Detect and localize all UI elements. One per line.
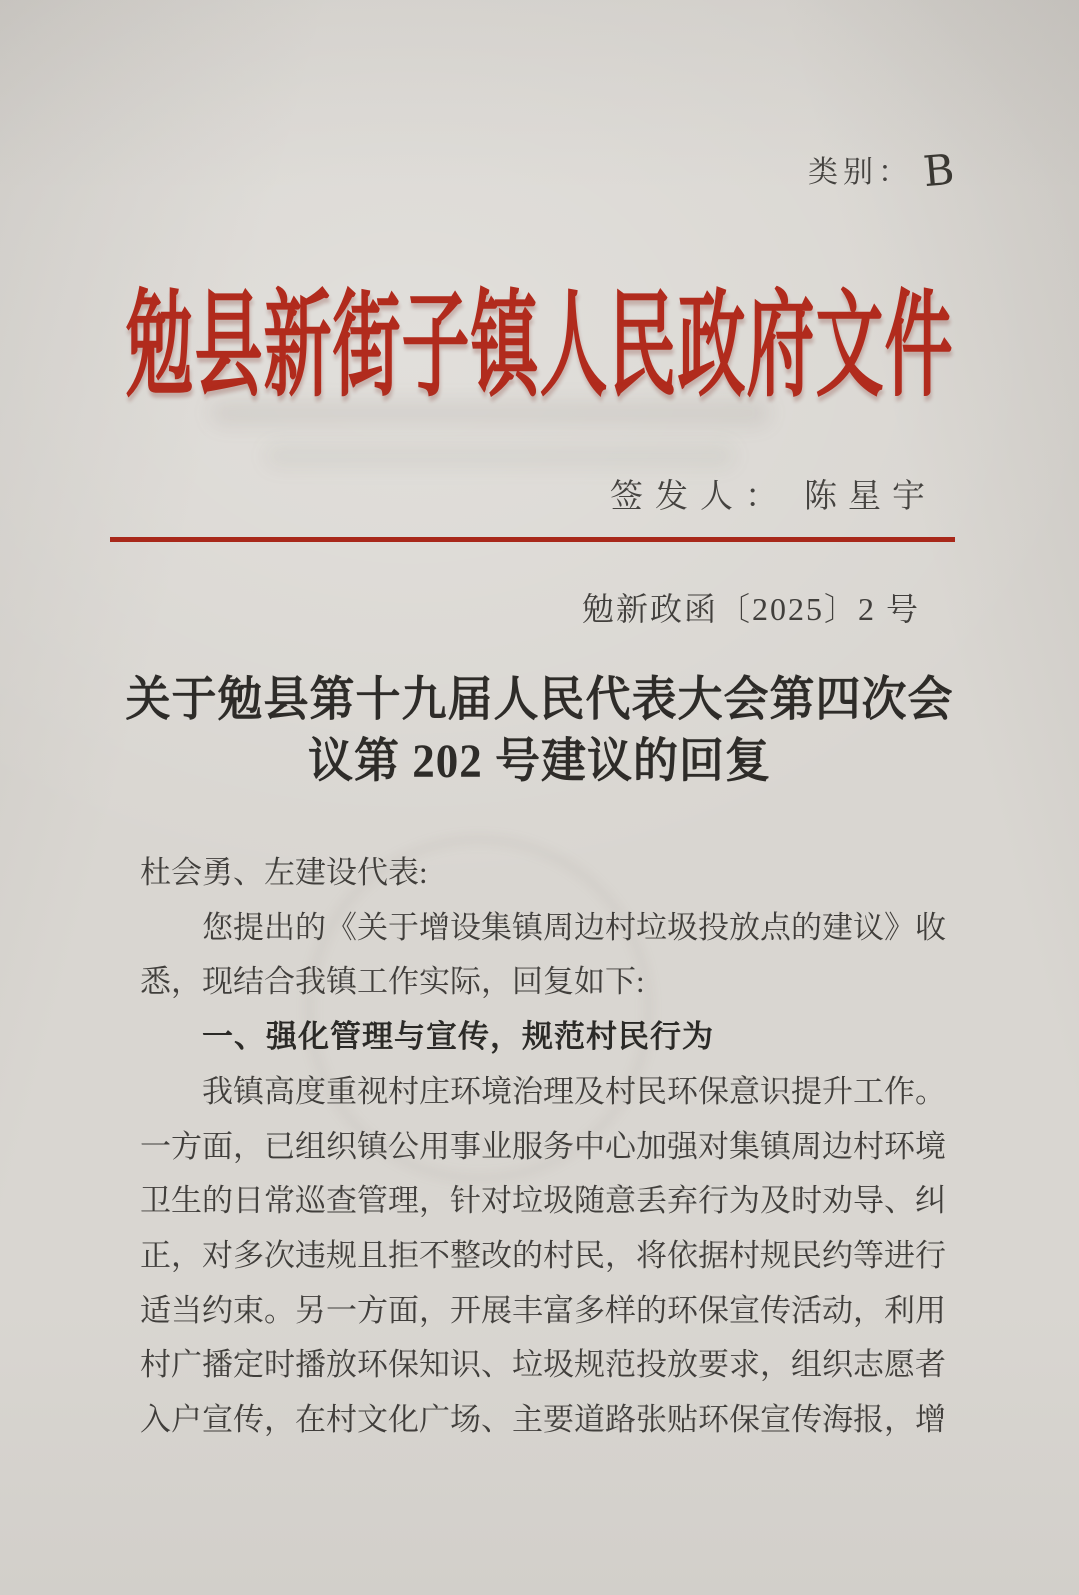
document-title-line2: 议第 202 号建议的回复 [307,734,771,788]
body-line: 适当约束。另一方面，开展丰富多样的环保宣传活动，利用 [140,1292,946,1328]
body-line: 一方面，已组织镇公用事业服务中心加强对集镇周边村环境 [140,1128,946,1164]
body-line: 村广播定时播放环保知识、垃圾规范投放要求，组织志愿者 [140,1347,946,1383]
category-value-handwritten: B [921,144,957,197]
issuer-name: 陈星宇 [804,479,936,515]
body-line: 悉，现结合我镇工作实际，回复如下: [140,964,645,1000]
issuer-label: 签发人： [610,479,790,515]
body-line: 您提出的《关于增设集镇周边村垃圾投放点的建议》收 [202,909,946,945]
body-line: 卫生的日常巡查管理，针对垃圾随意丢弃行为及时劝导、纠 [140,1183,946,1219]
document-body [140,846,946,1448]
category-label: 类别： [808,156,913,189]
ink-bleed-ghost [265,444,735,468]
issuer-line [610,470,936,517]
salutation-line: 杜会勇、左建设代表: [140,855,428,890]
document-number: 勉新政函〔2025〕2 号 [582,591,921,627]
body-line: 我镇高度重视村庄环境治理及村民环保意识提升工作。 [202,1073,946,1109]
body-line: 入户宣传，在村文化广场、主要道路张贴环保宣传海报，增 [140,1402,946,1438]
document-title [0,669,1079,792]
category-field [808,143,957,197]
document-title-line1: 关于勉县第十九届人民代表大会第四次会 [125,673,954,727]
section-heading: 一、强化管理与宣传，规范村民行为 [202,1019,714,1055]
red-divider-line [110,537,955,542]
ink-bleed-ghost [210,400,770,426]
government-header-title: 勉县新街子镇人民政府文件 [125,281,954,411]
body-line: 正，对多次违规且拒不整改的村民，将依据村规民约等进行 [140,1237,946,1273]
